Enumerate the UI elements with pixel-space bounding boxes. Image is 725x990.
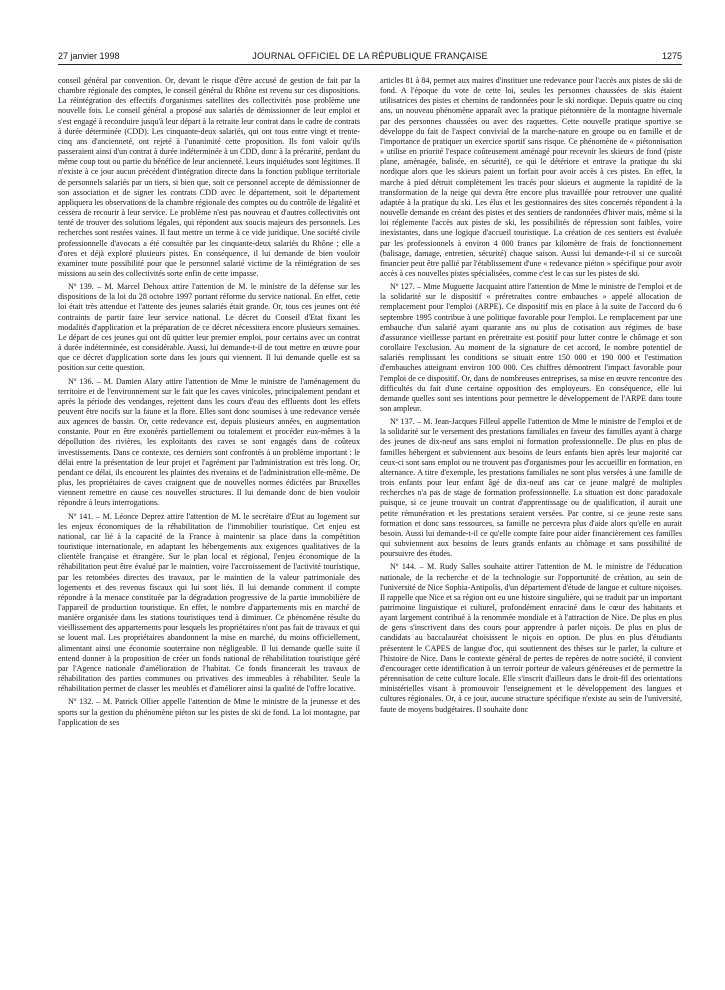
left-column	[58, 76, 360, 731]
issue-date: 27 janvier 1998	[58, 51, 120, 61]
question-141: Nº 141. – M. Léonce Deprez attire l'attention de M. le secrétaire d'Etat au logement sur les enjeux économiques de la réhabilitation de l'immobilier touristique. Cet enjeu est national, car lié à la capacité de la France à maintenir sa place dans la compétition touristique internationale, en adaptant les hébergements aux exigences qualitatives de la clientèle française et étrangère. Sur le plan local et régional, l'enjeu économique de la réhabilitation peut être évalué par le maintien, voire l'accroissement de l'activité touristique, par les retombées directes des travaux, par le maintien de la valeur patrimoniale des logements et des revenus fiscaux qui lui sont liés. Il lui demande comment il compte répondre à la menace constituée par la dégradation progressive de la partie immobilière de l'appareil de production touristique. En effet, le nombre d'appartements mis en marché de manière organisée dans les stations touristiques tend à diminuer. Ce phénomène résulte du vieillissement des appartements pour lesquels les propriétaires n'ont pas fait de travaux et qui se louent mal. Les propriétaires abandonnent la mise en marché, du moins officiellement, alimentant ainsi une économie souterraine non négligeable. Il lui demande quelle suite il entend donner à la proposition de créer un fonds national de réhabilitation touristique géré par l'Agence nationale d'amélioration de l'habitat. Ce fonds financerait les travaux de réhabilitation des parties communes ou privatives des immeubles à réhabiliter. Seule la réhabilitation permet de classer les meublés et d'améliorer ainsi la qualité de l'offre locative.	[58, 511, 360, 694]
right-column	[380, 76, 682, 718]
question-132-continuation: articles 81 à 84, permet aux maires d'instituer une redevance pour l'accès aux pistes de ski de fond. A l'époque du vote de cette loi, seules les personnes chaussées de skis étaient utilisatrices des pistes et chemins de randonnées pour le ski nordique. Depuis quatre ou cinq ans, un nouveau phénomène apparaît avec la pratique piétonnière de la montagne hivernale par des personnes chaussées ou avec des raquettes. Cette nouvelle pratique sportive se développe du fait de l'aspect convivial de la marche-nature en groupe ou en famille et de l'importance de pratiquer un exercice sportif sans risque. Ce phénomène de « piétonnisation » utilise en priorité l'espace coûteusement aménagé pour recevoir les skieurs de fond (piste plane, aménagée, balisée, en sécurité), ce qui le détériore et entrave la pratique du ski nordique alors que les skieurs paient un forfait pour avoir accès à ces pistes. En effet, la marche à pied détruit complètement les tracés pour skieurs et augmente la rapidité de la transformation de la neige qui devra être encore plus travaillée pour retrouver une qualité adaptée à la pratique du ski. Les élus et les gestionnaires des sites concernés répondent à la nouvelle demande en créant des pistes et des sentiers de randonnées d'hiver mais, même si la loi réglemente l'accès aux pistes de ski, les possibilités de répression sont faibles, voire inexistantes, dans une logique d'accueil touristique. La création de ces sentiers est évaluée par les professionnels à environ 4 000 francs par kilomètre de frais de fonctionnement (balisage, damage, entretien, sécurité) chaque saison. Aussi lui demande-t-il si ce surcoût financier peut être pallié par l'établissement d'une « redevance piéton » spécifique pour avoir accès à ces nouvelles pistes spécialisées, comme c'est le cas sur les pistes de ski.	[380, 76, 682, 278]
page-number: 1275	[661, 51, 682, 61]
question-144: Nº 144. – M. Rudy Salles souhaite attirer l'attention de M. le ministre de l'éducation nationale, de la recherche et de la technologie sur l'opportunité de création, au sein de l'université de Nice Sophia-Antipolis, d'un département d'étude de langue et culture niçoises. Il rappelle que Nice et sa région ont eu une histoire singulière, qui se traduit par un important patrimoine linguistique et culturel, profondément enraciné dans le cœur des habitants et ayant largement contribué à la renommée mondiale et à l'attraction de Nice. De plus en plus de gens s'inscrivent dans des cours pour apprendre à parler niçois. De plus en plus de candidats au baccalauréat choisissent le niçois en option. De plus en plus d'étudiants présentent le CAPES de langue d'oc, qui soutiennent des thèses sur le parler, la culture et l'histoire de Nice. Dans le contexte général de pertes de repères de notre société, il convient d'encourager cette identification à un terroir porteur de valeurs généreuses et de permettre la pérennisation de cette culture locale. Elle s'inscrit d'ailleurs dans le droit-fil des orientations ministérielles visant à promouvoir l'enseignement et le développement des langues et cultures régionales. Or, à ce jour, aucune structure spécifique n'existe au sein de l'université, faute de moyens budgétaires. Il souhaite donc	[380, 562, 682, 714]
paragraph-continuation: conseil général par convention. Or, devant le risque d'être accusé de gestion de fait par la chambre régionale des comptes, le conseil général du Rhône est revenu sur ces dispositions. La réintégration des effectifs d'organismes satellites des collectivités pose problème une nouvelle fois. Le conseil général a proposé aux salariés de démissionner de leur emploi et s'est engagé à reconduire jusqu'à leur départ à la retraite leur contrat dans le cadre de contrats à durée déterminée (CDD). Les cinquante-deux salariés, qui ont tous entre vingt et trente-cinq ans d'ancienneté, ont rejeté à l'unanimité cette proposition. Ils font valoir qu'ils passeraient ainsi d'un contrat à durée indéterminée à un CDD, donc à la précarité, perdant du même coup tout ou partie du bénéfice de leur ancienneté. Leurs inquiétudes sont légitimes. Il n'existe à ce jour aucun précédent d'intégration directe dans la fonction publique territoriale de personnels salariés par un tiers, si bien que, soit ce personnel accepte de démissionner de son association et de signer les contrats CDD avec le département, soit le département appliquera les observations de la chambre régionale des comptes ou du contrôle de légalité et cessera de recourir à leur service. Le problème n'est pas nouveau et d'autres collectivités ont tenté de trouver des solutions légales, qui répondent aux soucis majeurs des personnels. Les recherches sont restées vaines. Il faut mettre un terme à ce vide juridique. Une société civile professionnelle d'avocats a été consultée par les cinquante-deux salariés du Rhône ; elle a d'ores et déjà exploré plusieurs pistes. En conséquence, il lui demande de bien vouloir examiner toute possibilité pour que le personnel salarié victime de la réintégration de ses missions au sein des collectivités sorte enfin de cette impasse.	[58, 76, 360, 278]
header-rule	[58, 64, 682, 65]
question-139: Nº 139. – M. Marcel Dehoux attire l'attention de M. le ministre de la défense sur les dispositions de la loi du 28 octobre 1997 portant réforme du service national. En effet, cette loi était très attendue et l'attente des jeunes salariés était grande. Or, tous ces jeunes ont été contraints de partir faire leur service national. Le décret du Conseil d'Etat fixant les modalités d'application et la préparation de ce décret nécessitera encore plusieurs semaines. Le départ de ces jeunes qui ont dû quitter leur premier emploi, pour certains avec un contrat à durée indéterminée, est considérable. Aussi, lui demande-t-il de tout mettre en œuvre pour que ce décret d'application sorte dans les jours qui viennent. Il lui demande quelle est sa position sur cette question.	[58, 282, 360, 373]
question-136: Nº 136. – M. Damien Alary attire l'attention de Mme le ministre de l'aménagement du territoire et de l'environnement sur le fait que les caves vinicoles, principalement pendant et après la période des vendanges, rejettent dans les cours d'eau des effluents dont les effets peuvent être nocifs sur la faune et la flore. Elles sont donc soumises à une redevance versée aux agences de bassin. Or, cette redevance est, depuis plusieurs années, en augmentation constante. Pour en être exonérés partiellement ou totalement et procéder eux-mêmes à la dépollution des rivières, les exploitants des caves se sont engagés dans de coûteux investissements. Dans ce contexte, ces derniers sont confrontés à un problème important : le délai entre la présentation de leur projet et l'agrément par l'administration est très long. Or, pendant ce délai, ils encourent les plaintes des riverains et de l'administration elle-même. De plus, les propriétaires de caves craignent que de nouvelles normes édictées par Bruxelles viennent remettre en cause ces nouvelles structures. Il lui demande donc de bien vouloir répondre à leurs interrogations.	[58, 376, 360, 508]
journal-title: JOURNAL OFFICIEL DE LA RÉPUBLIQUE FRANÇAISE	[252, 51, 488, 61]
question-132: Nº 132. – M. Patrick Ollier appelle l'attention de Mme le ministre de la jeunesse et des sports sur la gestion du phénomène piéton sur les pistes de ski de fond. La loi montagne, par l'application de ses	[58, 697, 360, 727]
question-127: Nº 127. – Mme Muguette Jacquaint attire l'attention de Mme le ministre de l'emploi et de la solidarité sur le dispositif « préretraites contre embauches » appelé allocation de remplacement pour l'emploi (ARPE). Ce dispositif mis en place à la suite de l'accord du 6 septembre 1995 contribue à une politique favorable pour l'emploi. Le remplacement par une embauche d'un salarié ayant quarante ans ou plus de cotisation aux régimes de base d'assurance vieillesse partant en préretraite est positif pour lutter contre le chômage et son corollaire l'exclusion. Au moment de la signature de cet accord, le nombre potentiel de salariés remplissant les conditions se situait entre 150 000 et 190 000 et l'estimation d'embauches atteignant environ 100 000. Ces chiffres démontrent l'impact favorable pour l'emploi de ce dispositif. Or, dans de nombreuses entreprises, sa mise en œuvre rencontre des difficultés du fait d'une certaine opposition des employeurs. En conséquence, elle lui demande quelles sont ses intentions pour permettre le développement de l'ARPE dans toute son ampleur.	[380, 282, 682, 413]
question-137: Nº 137. – M. Jean-Jacques Filleul appelle l'attention de Mme le ministre de l'emploi et de la solidarité sur le versement des prestations familiales en faveur des familles ayant à charge des jeunes de dix-neuf ans sans emploi ni formation professionnelle. De plus en plus de familles hébergent et subviennent aux besoins de leurs enfants bien après leur majorité car ceux-ci sont sans emploi ou ne trouvent pas d'organismes pour les accueillir en formation, en alternance. A titre d'exemple, les prestations familiales ne sont plus versées à une famille de trois enfants pour leur enfant âgé de dix-neuf ans car ce jeune malgré de multiples recherches n'a pas de stage de formation professionnelle. La situation est donc paradoxale puisque, si ce jeune trouvait un contrat d'apprentissage ou de qualification, il aurait une petite rémunération et les prestations seraient versées. Par contre, si ce jeune reste sans formation et donc sans ressources, sa famille ne percevra plus d'aide alors qu'elle en aurait besoin. Aussi lui demande-t-il ce qu'elle compte faire pour aider financièrement ces familles qui subviennent aux besoins de leurs grands enfants au chômage et sans possibilité de poursuivre des études.	[380, 417, 682, 559]
page-header	[58, 50, 682, 64]
